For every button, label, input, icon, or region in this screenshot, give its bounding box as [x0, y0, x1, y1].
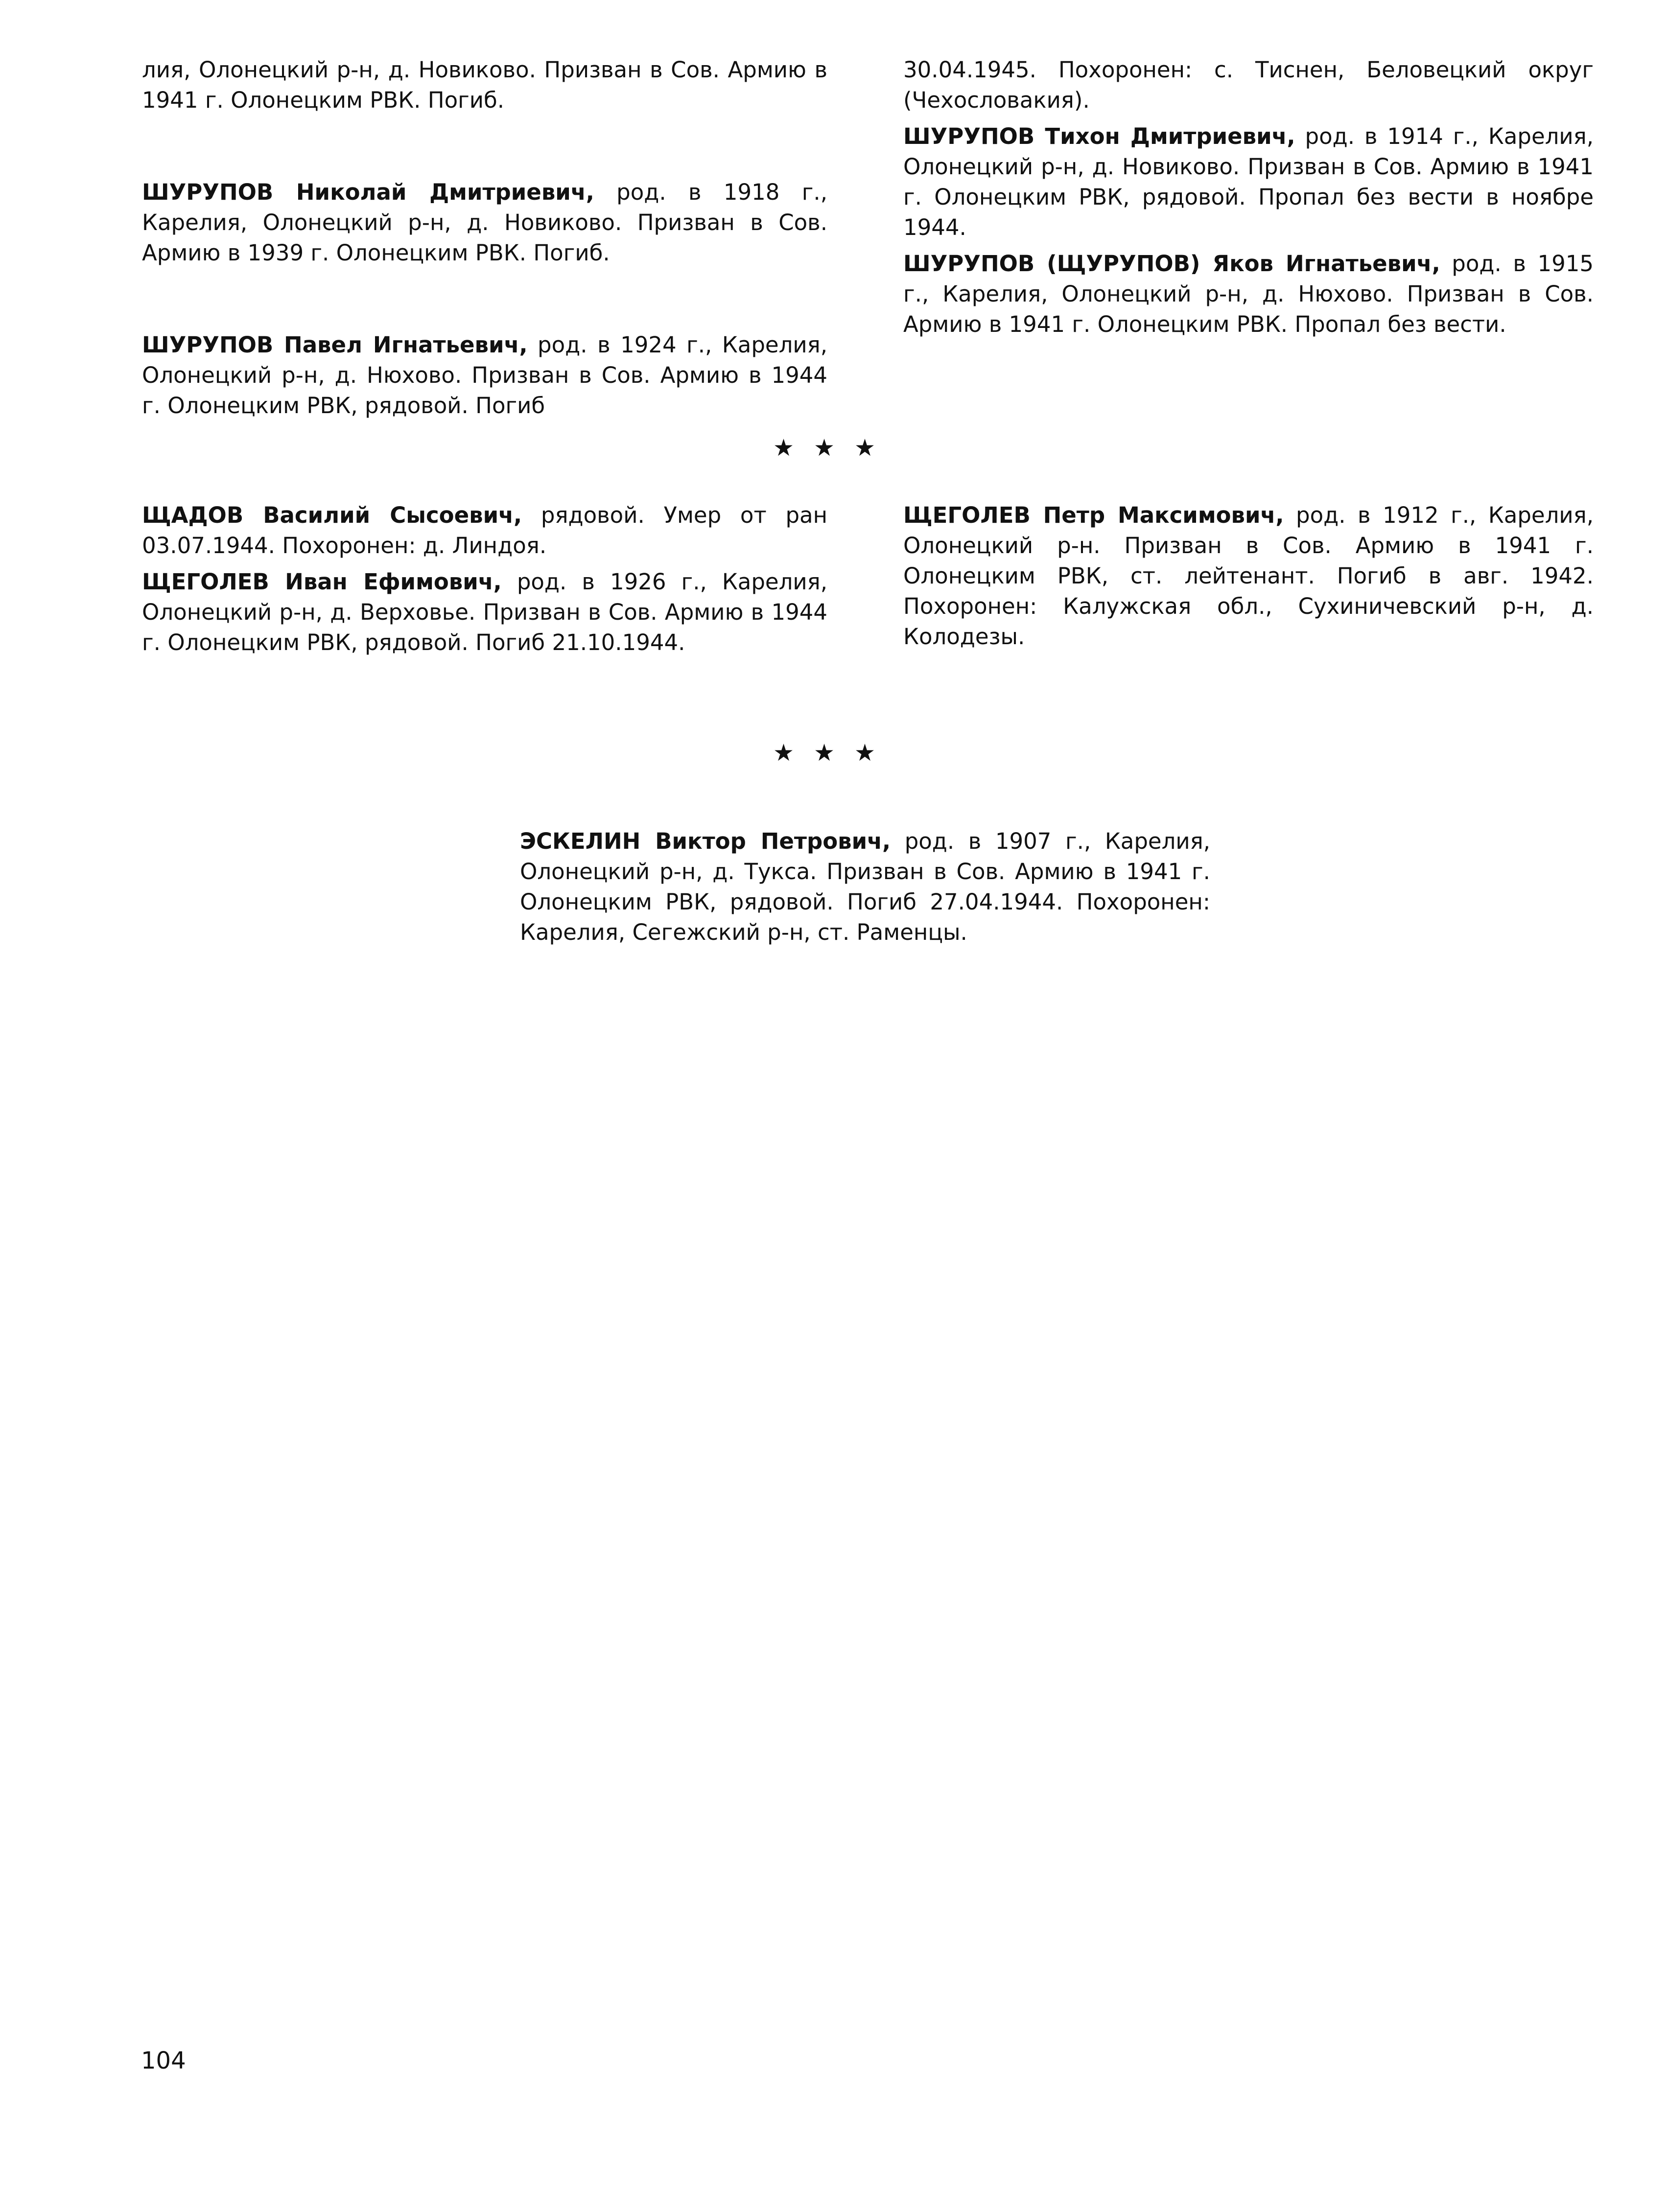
entry-text: рядовой. Умер от ран 03.07.1944. Похоронен: д. Линдоя. [142, 502, 827, 559]
column-top-right [903, 55, 1594, 340]
entry-shchegolev-ivan [142, 567, 827, 658]
column-top-left [142, 55, 827, 421]
entry-continuation [142, 55, 827, 116]
entry-shchadov-vasily [142, 500, 827, 561]
entry-shchegolev-petr [903, 500, 1594, 652]
entry-text: род. в 1924 г., Карелия, Олонецкий р-н, д. Нюхово. Призван в Сов. Армию в 1944 г. Олонецким РВК, рядовой. Погиб [142, 332, 827, 419]
entry-shurupov-pavel [142, 330, 827, 421]
entry-name: ЩЕГОЛЕВ Петр Максимович, [903, 502, 1284, 528]
entry-name: ЭСКЕЛИН Виктор Петрович, [520, 828, 891, 854]
entry-name: ШУРУПОВ Николай Дмитриевич, [142, 179, 594, 205]
entry-eskelin-viktor [520, 826, 1210, 948]
entry-text: род. в 1915 г., Карелия, Олонецкий р-н, д. Нюхово. Призван в Сов. Армию в 1941 г. Олонецким РВК. Пропал без вести. [903, 251, 1594, 337]
entry-text: лия, Олонецкий р-н, д. Новиково. Призван в Сов. Армию в 1941 г. Олонецким РВК. Погиб. [142, 57, 827, 113]
entry-text: 30.04.1945. Похоронен: с. Тиснен, Беловецкий округ (Чехословакия). [903, 57, 1594, 113]
column-bottom-center [520, 826, 1210, 948]
page-number: 104 [141, 2047, 186, 2074]
entry-shurupov-yakov [903, 249, 1594, 340]
entry-name: ШУРУПОВ Павел Игнатьевич, [142, 332, 528, 358]
entry-name: ЩЕГОЛЕВ Иван Ефимович, [142, 569, 502, 595]
entry-text: род. в 1907 г., Карелия, Олонецкий р-н, д. Тукса. Призван в Сов. Армию в 1941 г. Олонецким РВК, рядовой. Погиб 27.04.1944. Похоронен: Карелия, Сегежский р-н, ст. Раменцы. [520, 828, 1210, 945]
entry-text: род. в 1914 г., Карелия, Олонецкий р-н, д. Новиково. Призван в Сов. Армию в 1941 г. Олонецким РВК, рядовой. Пропал без вести в ноябре 1944. [903, 123, 1594, 240]
entry-shurupov-tikhon [903, 121, 1594, 243]
entry-shurupov-nikolai [142, 177, 827, 268]
entry-text: род. в 1918 г., Карелия, Олонецкий р-н, д. Новиково. Призван в Сов. Армию в 1939 г. Олонецким РВК. Погиб. [142, 179, 827, 266]
section-separator: ★★★ [773, 434, 895, 462]
entry-name: ЩАДОВ Василий Сысоевич, [142, 502, 522, 528]
column-mid-right [903, 500, 1594, 652]
entry-text: род. в 1926 г., Карелия, Олонецкий р-н, д. Верховье. Призван в Сов. Армию в 1944 г. Олонецким РВК, рядовой. Погиб 21.10.1944. [142, 569, 828, 655]
column-mid-left [142, 500, 827, 658]
entry-continuation [903, 55, 1594, 116]
entry-name: ШУРУПОВ (ЩУРУПОВ) Яков Игнатьевич, [903, 251, 1440, 277]
section-separator: ★★★ [773, 739, 895, 767]
entry-name: ШУРУПОВ Тихон Дмитриевич, [903, 123, 1295, 149]
entry-text: род. в 1912 г., Карелия, Олонецкий р-н. Призван в Сов. Армию в 1941 г. Олонецким РВК, ст. лейтенант. Погиб в авг. 1942. Похоронен: Калужская обл., Сухиничевский р-н, д. Колодезы. [903, 502, 1594, 650]
